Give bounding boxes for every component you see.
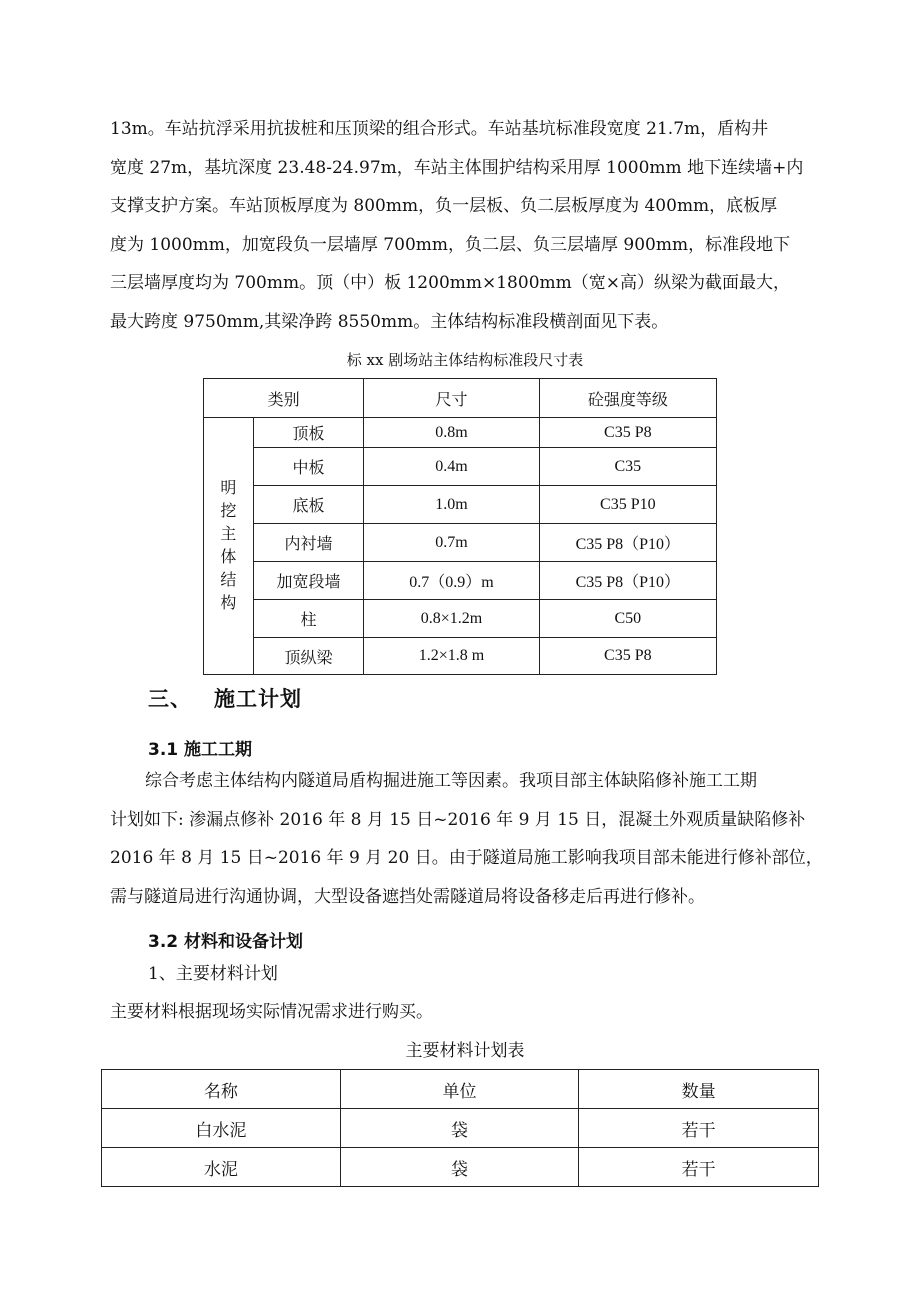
- row-size: 0.7（0.9）m: [364, 562, 539, 600]
- table-row: [204, 562, 717, 600]
- section-title: 施工计划: [214, 687, 302, 711]
- row-name: 水泥: [102, 1148, 341, 1187]
- section-heading: [148, 683, 302, 713]
- structure-dimension-table: [203, 378, 717, 675]
- row-grade: C35 P8: [539, 638, 716, 675]
- row-size: 0.8×1.2m: [364, 600, 539, 638]
- group-label-char: 主: [220, 526, 237, 543]
- table1-caption: 标 xx 剧场站主体结构标准段尺寸表: [346, 351, 584, 369]
- group-label-char: 构: [220, 595, 237, 612]
- text-line: 最大跨度 9750mm,其梁净跨 8550mm。主体结构标准段横剖面见下表。: [110, 311, 669, 332]
- row-name: 白水泥: [102, 1109, 341, 1148]
- table-row: [204, 638, 717, 675]
- group-label-char: 结: [220, 572, 237, 589]
- row-qty: 若干: [579, 1148, 819, 1187]
- row-name: 内衬墙: [253, 524, 363, 562]
- row-size: 0.7m: [364, 524, 539, 562]
- row-size: 1.2×1.8 m: [364, 638, 539, 675]
- table-header-row: [204, 379, 717, 418]
- table2-caption: 主要材料计划表: [405, 1041, 525, 1061]
- header-qty: 数量: [579, 1070, 819, 1109]
- text-line: 三层墙厚度均为 700mm。顶（中）板 1200mm×1800mm（宽×高）纵梁为截面最大，: [110, 273, 790, 293]
- table-row: [102, 1148, 819, 1187]
- table-row: [204, 486, 717, 524]
- row-size: 1.0m: [364, 486, 539, 524]
- list-item-title: 1、主要材料计划: [148, 964, 278, 984]
- header-name: 名称: [102, 1070, 341, 1109]
- row-name: 加宽段墙: [253, 562, 363, 600]
- subsection-title-3-1: 3.1 施工工期: [148, 740, 253, 760]
- schedule-paragraph: [110, 762, 823, 916]
- row-name: 顶板: [253, 418, 363, 448]
- row-size: 0.8m: [364, 418, 539, 448]
- header-size: 尺寸: [364, 379, 539, 418]
- text-line: 支撑支护方案。车站顶板厚度为 800mm，负一层板、负二层板厚度为 400mm，底板厚: [110, 196, 778, 216]
- row-name: 顶纵梁: [253, 638, 363, 675]
- table-row: [204, 418, 717, 448]
- table-row: [204, 524, 717, 562]
- group-label-char: 挖: [220, 503, 237, 520]
- row-qty: 若干: [579, 1109, 819, 1148]
- row-grade: C35 P8（P10）: [539, 562, 716, 600]
- row-unit: 袋: [340, 1109, 579, 1148]
- text-line: 宽度 27m，基坑深度 23.48-24.97m，车站主体围护结构采用厚 1000mm 地下连续墙+内: [110, 157, 804, 178]
- text-line: 2016 年 8 月 15 日~2016 年 9 月 20 日。由于隧道局施工影响我项目部未能进行修补部位，: [110, 848, 823, 868]
- table-header-row: [102, 1070, 819, 1109]
- text-line: 度为 1000mm，加宽段负一层墙厚 700mm，负二层、负三层墙厚 900mm，标准段地下: [110, 234, 791, 255]
- text-line: 13m。车站抗浮采用抗拔桩和压顶梁的组合形式。车站基坑标准段宽度 21.7m，盾构井: [110, 119, 769, 139]
- materials-note: 主要材料根据现场实际情况需求进行购买。: [110, 1002, 433, 1022]
- subsection-title-3-2: 3.2 材料和设备计划: [148, 932, 304, 952]
- text-line: 计划如下: 渗漏点修补 2016 年 8 月 15 日~2016 年 9 月 15 日，混凝土外观质量缺陷修补: [110, 809, 806, 830]
- row-grade: C35 P10: [539, 486, 716, 524]
- row-size: 0.4m: [364, 448, 539, 486]
- group-label-char: 明: [220, 480, 237, 497]
- row-name: 中板: [253, 448, 363, 486]
- table-row: [204, 600, 717, 638]
- row-grade: C35: [539, 448, 716, 486]
- row-grade: C35 P8（P10）: [539, 524, 716, 562]
- row-name: 底板: [253, 486, 363, 524]
- materials-plan-table: [101, 1069, 819, 1187]
- table-row: [102, 1109, 819, 1148]
- row-name: 柱: [253, 600, 363, 638]
- header-grade: 砼强度等级: [539, 379, 716, 418]
- text-line: 综合考虑主体结构内隧道局盾构掘进施工等因素。我项目部主体缺陷修补施工工期: [145, 771, 757, 791]
- table-row: [204, 448, 717, 486]
- text-line: 需与隧道局进行沟通协调，大型设备遮挡处需隧道局将设备移走后再进行修补。: [110, 886, 705, 907]
- row-grade: C35 P8: [539, 418, 716, 448]
- section-number: 三、: [148, 687, 192, 711]
- group-label-cell: [204, 418, 254, 675]
- header-category: 类别: [204, 379, 364, 418]
- header-unit: 单位: [340, 1070, 579, 1109]
- group-label-char: 体: [220, 549, 237, 566]
- intro-paragraph: [110, 110, 820, 341]
- row-unit: 袋: [340, 1148, 579, 1187]
- row-grade: C50: [539, 600, 716, 638]
